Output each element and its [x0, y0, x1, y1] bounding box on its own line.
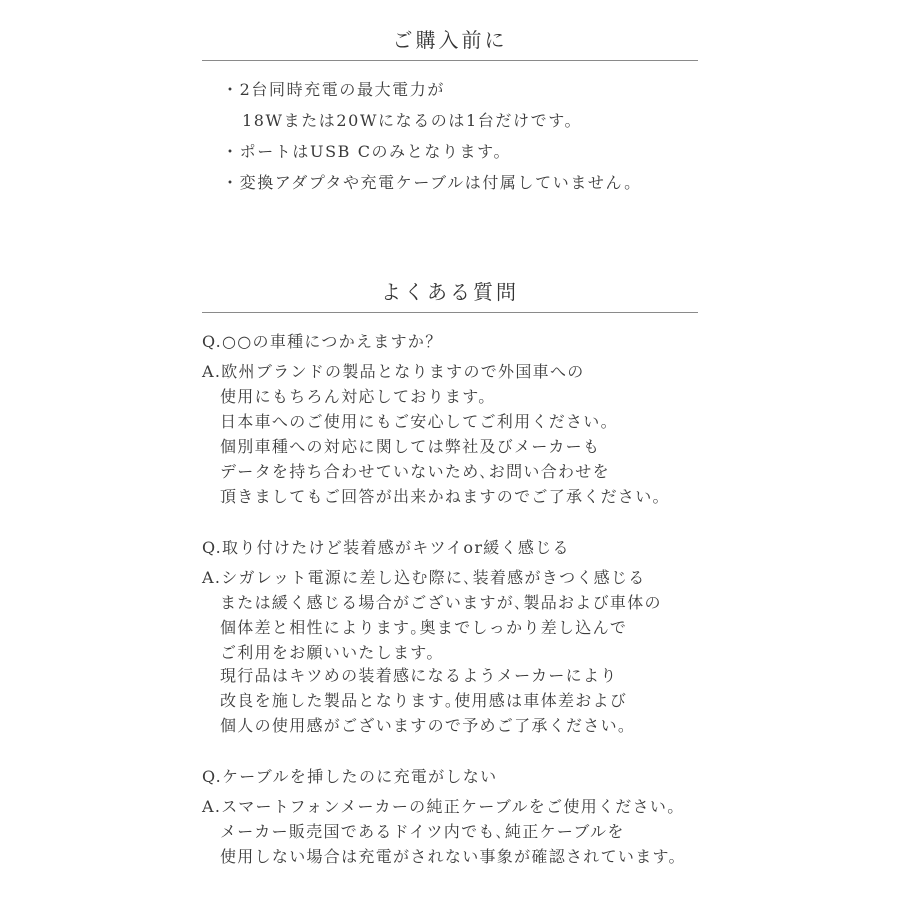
faq-answer-1-line: 使用にもちろん対応しております。	[220, 387, 496, 406]
before-purchase-line: ・2台同時充電の最大電力が	[222, 80, 445, 99]
faq-title: よくある質問	[381, 280, 519, 304]
faq-answer-1-line: 頂きましてもご回答が出来かねますのでご了承ください。	[220, 487, 670, 506]
faq-answer-2-line: ご利用をお願いいたします。	[220, 643, 444, 662]
faq-answer-1-line: 日本車へのご使用にもご安心してご利用ください。	[220, 412, 618, 431]
faq-answer-3-line: メーカー販売国であるドイツ内でも､純正ケーブルを	[220, 822, 625, 841]
before-purchase-line: ・ポートはUSB Cのみとなります。	[222, 142, 512, 161]
faq-answer-3-line: A.スマートフォンメーカーの純正ケーブルをご使用ください。	[202, 797, 685, 816]
faq-question-2: Q.取り付けたけど装着感がキツイor緩く感じる	[202, 538, 570, 557]
faq-answer-2-line: A.シガレット電源に差し込む際に､装着感がきつく感じる	[202, 568, 646, 587]
faq-question-1: Q.○○の車種につかえますか？	[202, 332, 443, 351]
before-purchase-title: ご購入前に	[392, 28, 508, 52]
faq-question-3: Q.ケーブルを挿したのに充電がしない	[202, 767, 498, 786]
faq-answer-1-line: A.欧州ブランドの製品となりますので外国車への	[202, 362, 585, 381]
faq-answer-2-line: 個体差と相性によります｡奥までしっかり差し込んで	[220, 618, 628, 637]
before-purchase-line: 18Wまたは20Wになるのは1台だけです。	[242, 111, 583, 130]
faq-answer-2-line: 現行品はキツめの装着感になるようメーカーにより	[220, 666, 618, 685]
faq-answer-3-line: 使用しない場合は充電がされない事象が確認されています。	[220, 847, 686, 866]
faq-answer-1-line: 個別車種への対応に関しては弊社及びメーカーも	[220, 437, 601, 456]
faq-answer-2-line: 改良を施した製品となります｡使用感は車体差および	[220, 691, 628, 710]
faq-answer-1-line: データを持ち合わせていないため､お問い合わせを	[220, 462, 610, 481]
before-purchase-line: ・変換アダプタや充電ケーブルは付属していません。	[222, 173, 642, 192]
faq-answer-2-line: または緩く感じる場合がございますが､製品および車体の	[220, 593, 662, 612]
before-purchase-divider	[202, 60, 698, 61]
faq-divider	[202, 312, 698, 313]
faq-answer-2-line: 個人の使用感がございますので予めご了承ください。	[220, 716, 636, 735]
